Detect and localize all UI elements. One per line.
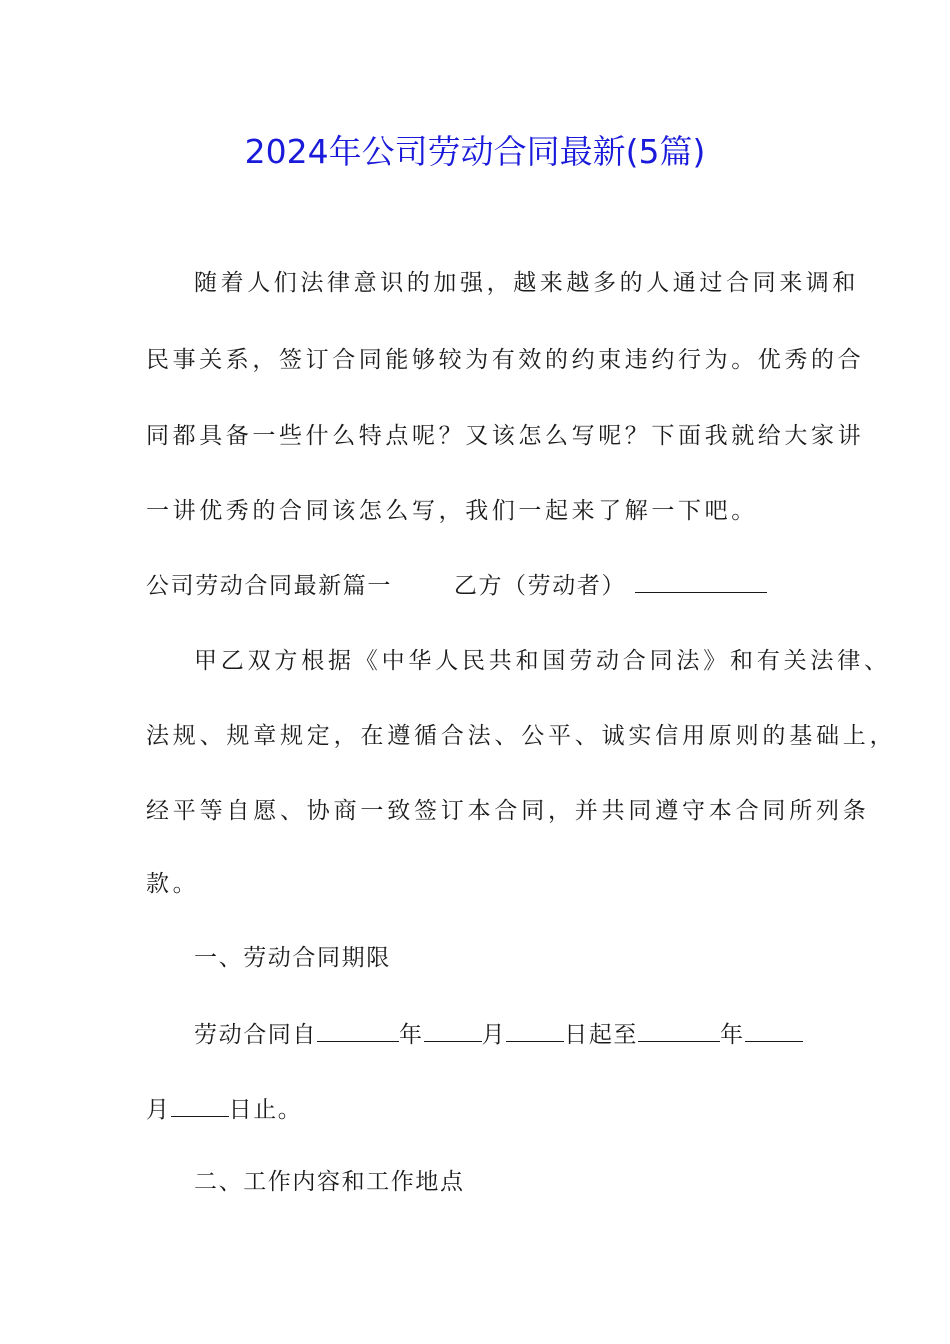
- preamble-line-4: 款。: [146, 871, 200, 897]
- term-month-label: 月: [481, 1022, 507, 1048]
- end-day-blank: [171, 1092, 229, 1117]
- start-day-blank: [506, 1017, 564, 1042]
- start-year-blank: [317, 1017, 399, 1042]
- preamble-line-2: 法规、规章规定，在遵循合法、公平、诚实信用原则的基础上，: [146, 723, 897, 749]
- end-year-blank: [638, 1017, 720, 1042]
- clause1-heading: 一、劳动合同期限: [194, 945, 391, 971]
- term-day-to-label: 日起至: [564, 1022, 639, 1048]
- term-year-label: 年: [399, 1022, 424, 1048]
- term-year2-label: 年: [720, 1022, 745, 1048]
- section-heading-row: [146, 568, 767, 602]
- section-heading: 公司劳动合同最新篇一: [146, 573, 392, 599]
- intro-line-4: 一讲优秀的合同该怎么写，我们一起来了解一下吧。: [146, 498, 758, 524]
- party-b-label: 乙方（劳动者）: [453, 573, 627, 599]
- term-end-label: 日止。: [228, 1097, 303, 1123]
- term-line-2: [146, 1092, 302, 1126]
- term-line-1: [194, 1017, 803, 1051]
- clause2-heading: 二、工作内容和工作地点: [194, 1169, 465, 1195]
- document-title: 2024年公司劳动合同最新(5篇): [244, 132, 706, 171]
- preamble-line-1: 甲乙双方根据《中华人民共和国劳动合同法》和有关法律、: [194, 648, 891, 674]
- preamble-line-3: 经平等自愿、协商一致签订本合同，并共同遵守本合同所列条: [146, 798, 870, 824]
- term-from-label: 劳动合同自: [194, 1022, 317, 1048]
- start-month-blank: [424, 1017, 482, 1042]
- end-month-blank-part1: [745, 1017, 803, 1042]
- intro-line-2: 民事关系，签订合同能够较为有效的约束违约行为。优秀的合: [146, 347, 865, 373]
- party-b-blank: [635, 568, 767, 593]
- intro-line-1: 随着人们法律意识的加强，越来越多的人通过合同来调和: [194, 270, 859, 296]
- term-month2-label: 月: [146, 1097, 171, 1123]
- intro-line-3: 同都具备一些什么特点呢？又该怎么写呢？下面我就给大家讲: [146, 423, 865, 449]
